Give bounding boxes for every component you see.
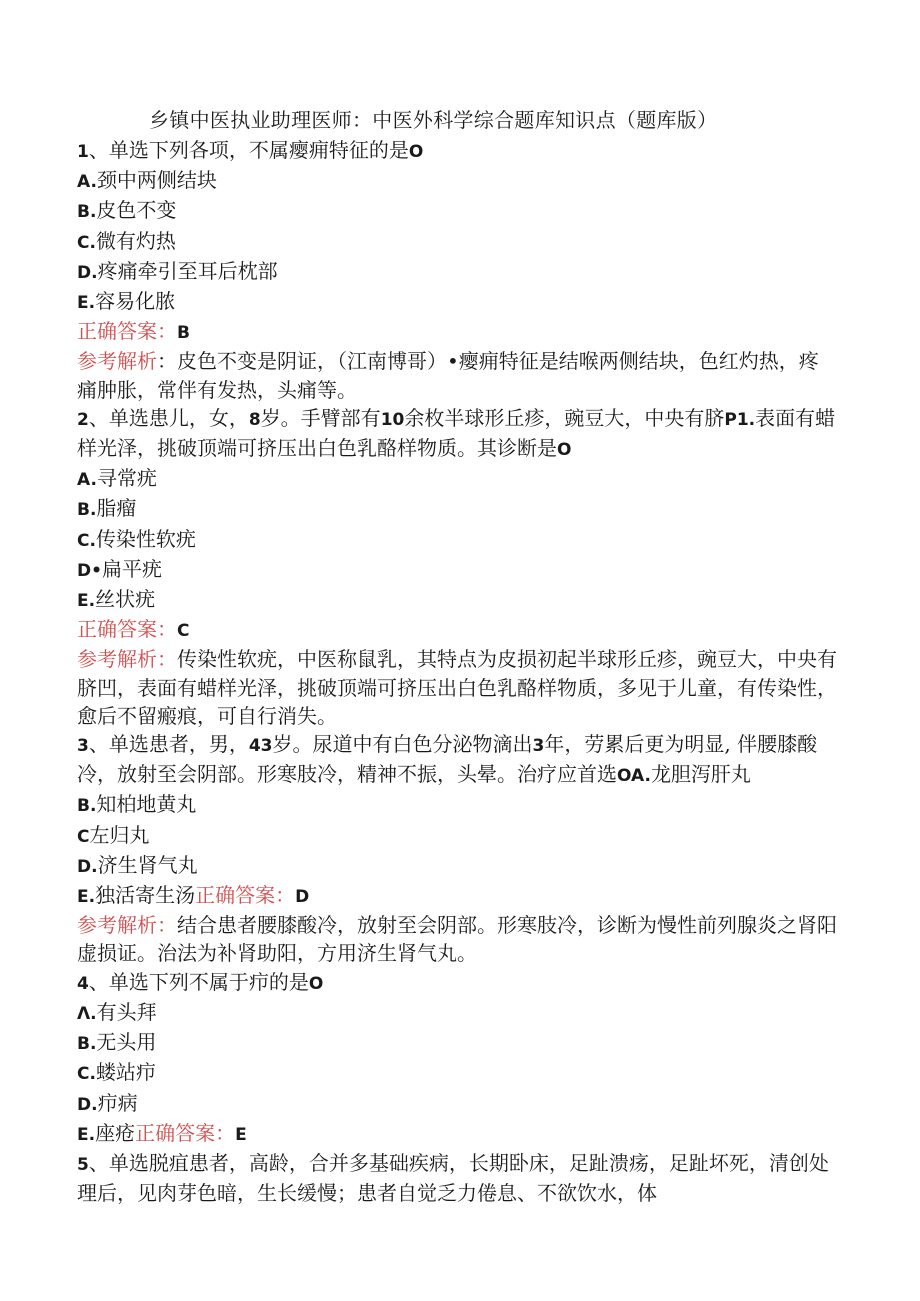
analysis-paragraph [77, 347, 837, 403]
option-b [77, 494, 837, 524]
answer-label: 正确答案： [77, 617, 177, 642]
option-text: 容易化脓 [95, 289, 176, 314]
option-letter: B. [77, 796, 97, 817]
option-a [77, 464, 837, 494]
question-number: 1 [77, 142, 89, 162]
answer-label: 正确答案： [135, 1120, 236, 1145]
option-b [77, 1028, 837, 1058]
option-c [77, 1058, 837, 1088]
answer-label: 正确答案： [195, 883, 296, 908]
question-blank-mark: O [557, 440, 572, 461]
answer-value: E [235, 1124, 247, 1145]
question-2 [77, 404, 837, 730]
question-2-stem [77, 404, 837, 464]
answer-value: D [295, 887, 310, 908]
option-letter: A. [77, 470, 97, 491]
question-text: 、单选脱疽患者，高龄，合并多基础疾病，长期卧床，足趾溃疡，足趾坏死，清创处理后，见肉芽色暗，生长缓慢；患者自觉乏力倦息、不欲饮水，体 [77, 1150, 829, 1206]
question-5 [77, 1149, 837, 1207]
question-1-stem [77, 136, 837, 166]
question-text: 、单选下列各项，不属瘿痈特征的是 [88, 138, 409, 162]
option-c [77, 525, 837, 555]
option-text: 蝼站疖 [95, 1060, 156, 1085]
option-e-with-answer [77, 1119, 837, 1149]
option-letter: C. [77, 1064, 96, 1085]
analysis-label: 参考解析： [77, 913, 177, 938]
option-text: 丝状疣 [95, 587, 156, 612]
analysis-paragraph [77, 645, 837, 730]
option-d [77, 555, 837, 585]
option-letter: E. [77, 591, 96, 612]
option-a [77, 166, 837, 196]
question-number: 3 [77, 736, 89, 757]
option-text: 济生肾气丸 [97, 852, 198, 877]
analysis-text: 结合患者腰膝酸冷，放射至会阴部。形寒肢冷，诊断为慢性前列腺炎之肾阳虚损证。治法为补肾助阳，方用济生肾气丸。 [77, 913, 837, 966]
analysis-text: ：皮色不变是阴证，（江南博哥）•瘿痈特征是结喉两侧结块，色红灼热，疼痛肿胀，常伴有发热，头痛等。 [77, 349, 819, 402]
answer-label: 正确答案： [77, 319, 177, 344]
option-text: 传染性软疣 [95, 526, 196, 551]
option-text: 颈中两侧结块 [96, 168, 217, 193]
analysis-paragraph [77, 911, 837, 967]
option-text: 脂瘤 [96, 496, 137, 521]
option-letter: D. [77, 262, 98, 283]
option-text: 微有灼热 [95, 228, 176, 253]
question-text: 余枚半球形丘疹，豌豆大，中央有脐 [404, 405, 725, 430]
option-text: 有头拜 [96, 999, 157, 1024]
question-text: 岁。手臂部有 [260, 405, 381, 430]
question-number: 5 [77, 1154, 89, 1175]
option-b [77, 790, 837, 820]
option-e [77, 585, 837, 615]
answer-line [77, 317, 837, 347]
option-text: 知柏地黄丸 [96, 792, 197, 817]
ocr-code: P1. [724, 409, 756, 430]
answer-value: B [177, 323, 190, 344]
question-3 [77, 730, 837, 968]
option-text: 左归丸 [89, 822, 150, 847]
answer-line [77, 615, 837, 645]
question-text: 岁。尿道中有白色分泌物滴出 [272, 732, 533, 757]
option-b [77, 196, 837, 226]
option-text: 龙胆泻肝丸 [650, 762, 751, 787]
option-text: 无头用 [96, 1030, 157, 1055]
analysis-label: 参考解析： [77, 647, 177, 672]
question-number: 2 [77, 409, 89, 430]
document-title: 乡镇中医执业助理医师：中医外科学综合题库知识点（题库版） [149, 108, 718, 132]
option-text: 皮色不变 [96, 198, 177, 223]
option-c [77, 227, 837, 257]
option-letter: C. [77, 232, 96, 253]
question-number: 4 [77, 973, 89, 994]
option-c [77, 821, 837, 851]
option-letter: Λ. [77, 1003, 97, 1024]
question-1 [77, 136, 837, 404]
question-blank-mark: O [308, 973, 324, 994]
question-text: 年，劳累后更为明显, 伴腰膝酸冷，放射至会阴部。形寒肢冷，精神不振，头晕。治疗应首选 [77, 732, 818, 787]
option-letter: E. [77, 293, 96, 314]
question-blank-mark: O [408, 142, 424, 162]
option-letter: C. [77, 530, 96, 551]
option-text: 独活寄生汤 [95, 883, 196, 908]
age-value: 8 [248, 409, 261, 430]
option-text: 座疮 [95, 1120, 136, 1145]
option-d [77, 257, 837, 287]
option-text: 寻常疣 [96, 466, 157, 491]
option-letter: A. [77, 172, 97, 193]
question-blank-mark: OA. [617, 766, 651, 787]
document-page [77, 106, 837, 1207]
option-letter: D. [77, 856, 98, 877]
option-text: 疼痛牵引至耳后枕部 [97, 258, 278, 283]
option-letter: E. [77, 1124, 96, 1145]
option-e-with-answer [77, 881, 837, 911]
option-e [77, 287, 837, 317]
option-text: 扁平疣 [101, 556, 162, 581]
option-d [77, 1089, 837, 1119]
question-text: 、单选患者，男， [88, 732, 249, 757]
question-text: 、单选下列不属于疖的是 [88, 969, 309, 994]
question-4 [77, 968, 837, 1149]
option-letter: E. [77, 887, 96, 908]
option-a [77, 998, 837, 1028]
analysis-label: 参考解析 [77, 349, 157, 374]
analysis-text: 传染性软疣，中医称鼠乳，其特点为皮损初起半球形丘疹，豌豆大，中央有脐凹，表面有蜡样光泽，挑破顶端可挤压出白色乳酪样物质，多见于儿童，有传染性，愈后不留瘢痕，可自行消失。 [77, 647, 837, 728]
option-letter: C [77, 826, 90, 847]
option-d [77, 851, 837, 881]
option-letter: B. [77, 500, 97, 521]
option-letter: B. [77, 202, 97, 223]
count-value: 10 [380, 409, 405, 430]
question-text: 、单选患儿，女， [88, 405, 249, 430]
option-letter: D. [77, 1094, 98, 1115]
age-value: 43 [248, 736, 273, 757]
option-letter: B. [77, 1034, 97, 1055]
years-value: 3 [532, 736, 545, 757]
option-letter: D• [77, 560, 102, 581]
option-text: 疖病 [97, 1090, 138, 1115]
answer-value: C [177, 621, 190, 642]
question-text: 表面有蜡样光泽，挑破顶端可挤压出白色乳酪样物质。其诊断是 [77, 405, 836, 461]
question-3-stem [77, 730, 837, 790]
question-5-stem [77, 1149, 837, 1207]
question-4-stem [77, 968, 837, 998]
